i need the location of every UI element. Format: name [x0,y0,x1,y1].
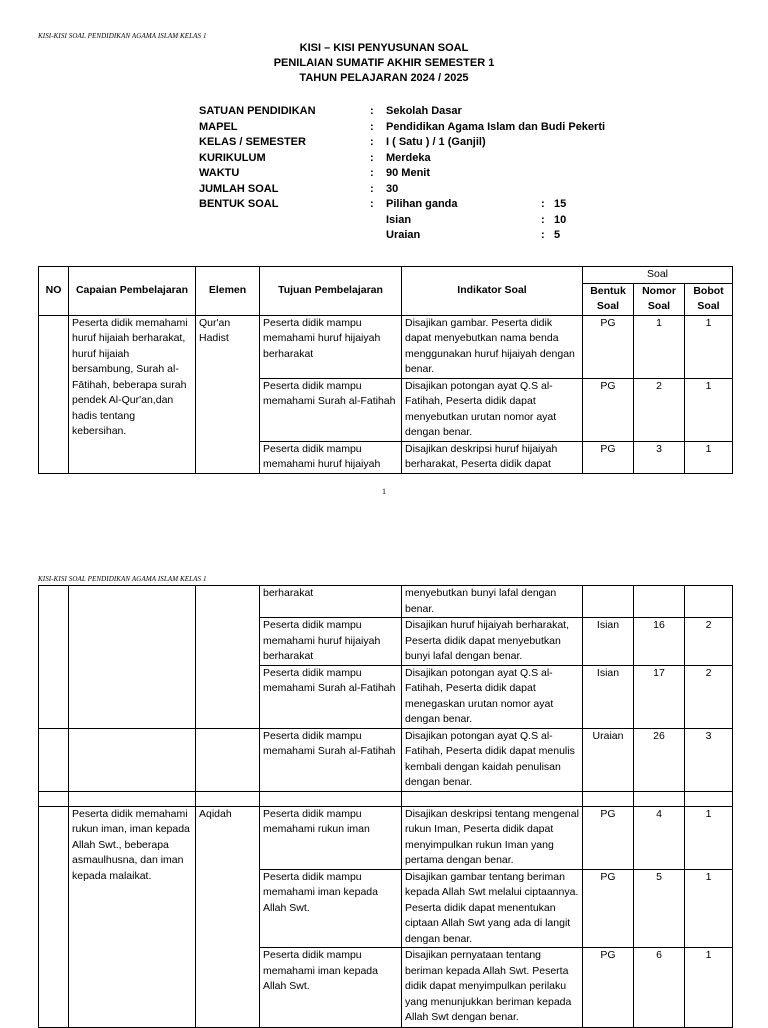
info-label: MAPEL [199,120,238,133]
bobot-cell: 2 [685,665,733,728]
header-bobot: Bobot Soal [685,283,733,315]
capaian-cell: Peserta didik memahami huruf hijaiah berharakat, huruf hijaiah bersambung, Surah al-Fātihah, beberapa surah pendek Al-Qur'an,dan hadis tentang kebersihan. [69,315,196,473]
info-value: I ( Satu ) / 1 (Ganjil) [386,136,486,148]
nomor-cell: 1 [634,315,685,378]
bobot-cell: 1 [685,869,733,948]
indikator-cell: Disajikan deskripsi huruf hijaiyah berharakat, Peserta didik dapat [402,441,583,473]
document-title: KISI – KISI PENYUSUNAN SOAL [299,42,469,54]
table-row [39,728,733,791]
no-cell [39,586,69,729]
tujuan-cell: Peserta didik mampu memahami iman kepada Allah Swt. [260,948,402,1028]
kisi-table-page-1 [38,266,733,474]
empty-cell [634,791,685,806]
capaian-cell [69,728,196,791]
indikator-cell: Disajikan pernyataan tentang beriman kepada Allah Swt. Peserta didik dapat menyimpulkan perilaku yang menunjukkan beriman kepada Allah Swt dengan benar. [402,948,583,1028]
nomor-cell: 16 [634,618,685,666]
info-colon: : [370,151,374,164]
info-colon: : [370,182,374,195]
bentuk-cell: PG [583,378,634,441]
info-label: SATUAN PENDIDIKAN [199,105,316,117]
elemen-cell [196,728,260,791]
tujuan-cell: Peserta didik mampu memahami iman kepada Allah Swt. [260,869,402,948]
elemen-cell: Qur'an Hadist [196,315,260,473]
kisi-table-page-2 [38,585,733,1028]
bobot-cell: 1 [685,378,733,441]
info-colon: : [370,120,374,133]
capaian-cell [69,586,196,729]
indikator-cell: Disajikan gambar tentang beriman kepada Allah Swt melalui ciptaannya. Peserta didik dapat menentukan ciptaan Allah Swt yang ada di langit dengan benar. [402,869,583,948]
tujuan-cell: Peserta didik mampu memahami rukun iman [260,806,402,869]
indikator-cell: menyebutkan bunyi lafal dengan benar. [402,586,583,618]
tujuan-cell: Peserta didik mampu memahami huruf hijaiyah [260,441,402,473]
bobot-cell: 1 [685,441,733,473]
empty-cell [260,791,402,806]
bentuk-cell: PG [583,948,634,1028]
table-row-empty [39,791,733,806]
tujuan-cell: Peserta didik mampu memahami Surah al-Fatihah [260,378,402,441]
info-label: JUMLAH SOAL [199,182,279,195]
nomor-cell: 17 [634,665,685,728]
document-page-2 [0,570,768,1024]
page-number: 1 [382,487,386,496]
info-label: WAKTU [199,167,240,179]
indikator-cell: Disajikan gambar. Peserta didik dapat menyebutkan nama benda menggunakan huruf hijaiyah dengan benar. [402,315,583,378]
tujuan-cell: berharakat [260,586,402,618]
bentuk-soal-name: Uraian [386,229,421,241]
info-colon: : [370,136,374,148]
empty-cell [583,791,634,806]
page-gap [0,510,768,570]
no-cell [39,806,69,1028]
bentuk-soal-name: Pilihan ganda [386,198,458,210]
info-value: Merdeka [386,151,431,164]
header-elemen: Elemen [196,267,260,316]
info-label: KURIKULUM [199,151,266,164]
header-soal: Soal [583,267,733,284]
bobot-cell [685,586,733,618]
header-no: NO [39,267,69,316]
bobot-cell: 2 [685,618,733,666]
document-subtitle: PENILAIAN SUMATIF AKHIR SEMESTER 1 [273,57,495,69]
empty-cell [196,791,260,806]
nomor-cell: 6 [634,948,685,1028]
elemen-cell [196,586,260,729]
info-value: 90 Menit [386,167,431,179]
no-cell [39,728,69,791]
capaian-cell: Peserta didik memahami rukun iman, iman kepada Allah Swt., beberapa asmaulhusna, dan iman kepada malaikat. [69,806,196,1028]
header-bentuk: Bentuk Soal [583,283,634,315]
bentuk-cell [583,586,634,618]
nomor-cell [634,586,685,618]
indikator-cell: Disajikan potongan ayat Q.S al-Fatihah, Peserta didik dapat menegaskan urutan nomor ayat dengan benar. [402,665,583,728]
header-nomor: Nomor Soal [634,283,685,315]
bobot-cell: 1 [685,806,733,869]
empty-cell [69,791,196,806]
bentuk-soal-count: 5 [554,229,561,241]
bentuk-cell: PG [583,806,634,869]
header-tujuan: Tujuan Pembelajaran [260,267,402,316]
indikator-cell: Disajikan potongan ayat Q.S al-Fatihah, Peserta didik dapat menyebutkan urutan nomor ayat dengan benar. [402,378,583,441]
header-note: KISI-KISI SOAL PENDIDIKAN AGAMA ISLAM KELAS 1 [38,32,207,40]
info-colon: : [370,105,374,117]
bentuk-cell: PG [583,315,634,378]
info-value: Pendidikan Agama Islam dan Budi Pekerti [386,120,606,133]
tujuan-cell: Peserta didik mampu memahami Surah al-Fatihah [260,665,402,728]
bobot-cell: 3 [685,728,733,791]
nomor-cell: 26 [634,728,685,791]
nomor-cell: 5 [634,869,685,948]
bentuk-cell: PG [583,869,634,948]
bentuk-cell: Uraian [583,728,634,791]
table-row [39,586,733,618]
document-page-1 [0,0,768,510]
table-row [39,806,733,869]
tujuan-cell: Peserta didik mampu memahami Surah al-Fatihah [260,728,402,791]
bentuk-soal-colon: : [541,213,545,226]
bentuk-soal-count: 15 [554,198,567,210]
header-indikator: Indikator Soal [402,267,583,316]
bentuk-soal-colon: : [541,198,545,210]
tujuan-cell: Peserta didik mampu memahami huruf hijaiyah berharakat [260,315,402,378]
info-value: 30 [386,182,399,195]
nomor-cell: 3 [634,441,685,473]
elemen-cell: Aqidah [196,806,260,1028]
no-cell [39,315,69,473]
bentuk-soal-colon: : [541,229,545,241]
bentuk-cell: PG [583,441,634,473]
bentuk-cell: Isian [583,665,634,728]
header-note: KISI-KISI SOAL PENDIDIKAN AGAMA ISLAM KELAS 1 [38,575,207,583]
info-value: Sekolah Dasar [386,105,462,117]
tujuan-cell: Peserta didik mampu memahami huruf hijaiyah berharakat [260,618,402,666]
bentuk-soal-name: Isian [386,213,412,226]
bentuk-cell: Isian [583,618,634,666]
table-row [39,315,733,378]
empty-cell [402,791,583,806]
info-colon: : [370,167,374,179]
indikator-cell: Disajikan potongan ayat Q.S al-Fatihah, Peserta didik dapat menulis kembali dengan kaidah penulisan dengan benar. [402,728,583,791]
info-label: KELAS / SEMESTER [199,136,306,148]
bentuk-soal-count: 10 [554,213,567,226]
nomor-cell: 2 [634,378,685,441]
bobot-cell: 1 [685,315,733,378]
document-year: TAHUN PELAJARAN 2024 / 2025 [299,72,469,84]
header-capaian: Capaian Pembelajaran [69,267,196,316]
indikator-cell: Disajikan huruf hijaiyah berharakat, Peserta didik dapat menyebutkan bunyi lafal dengan benar. [402,618,583,666]
bobot-cell: 1 [685,948,733,1028]
info-label: BENTUK SOAL [199,198,279,210]
nomor-cell: 4 [634,806,685,869]
indikator-cell: Disajikan deskripsi tentang mengenal rukun Iman, Peserta didik dapat menyimpulkan rukun Iman yang pertama dengan benar. [402,806,583,869]
empty-cell [39,791,69,806]
empty-cell [685,791,733,806]
info-colon: : [370,198,374,210]
